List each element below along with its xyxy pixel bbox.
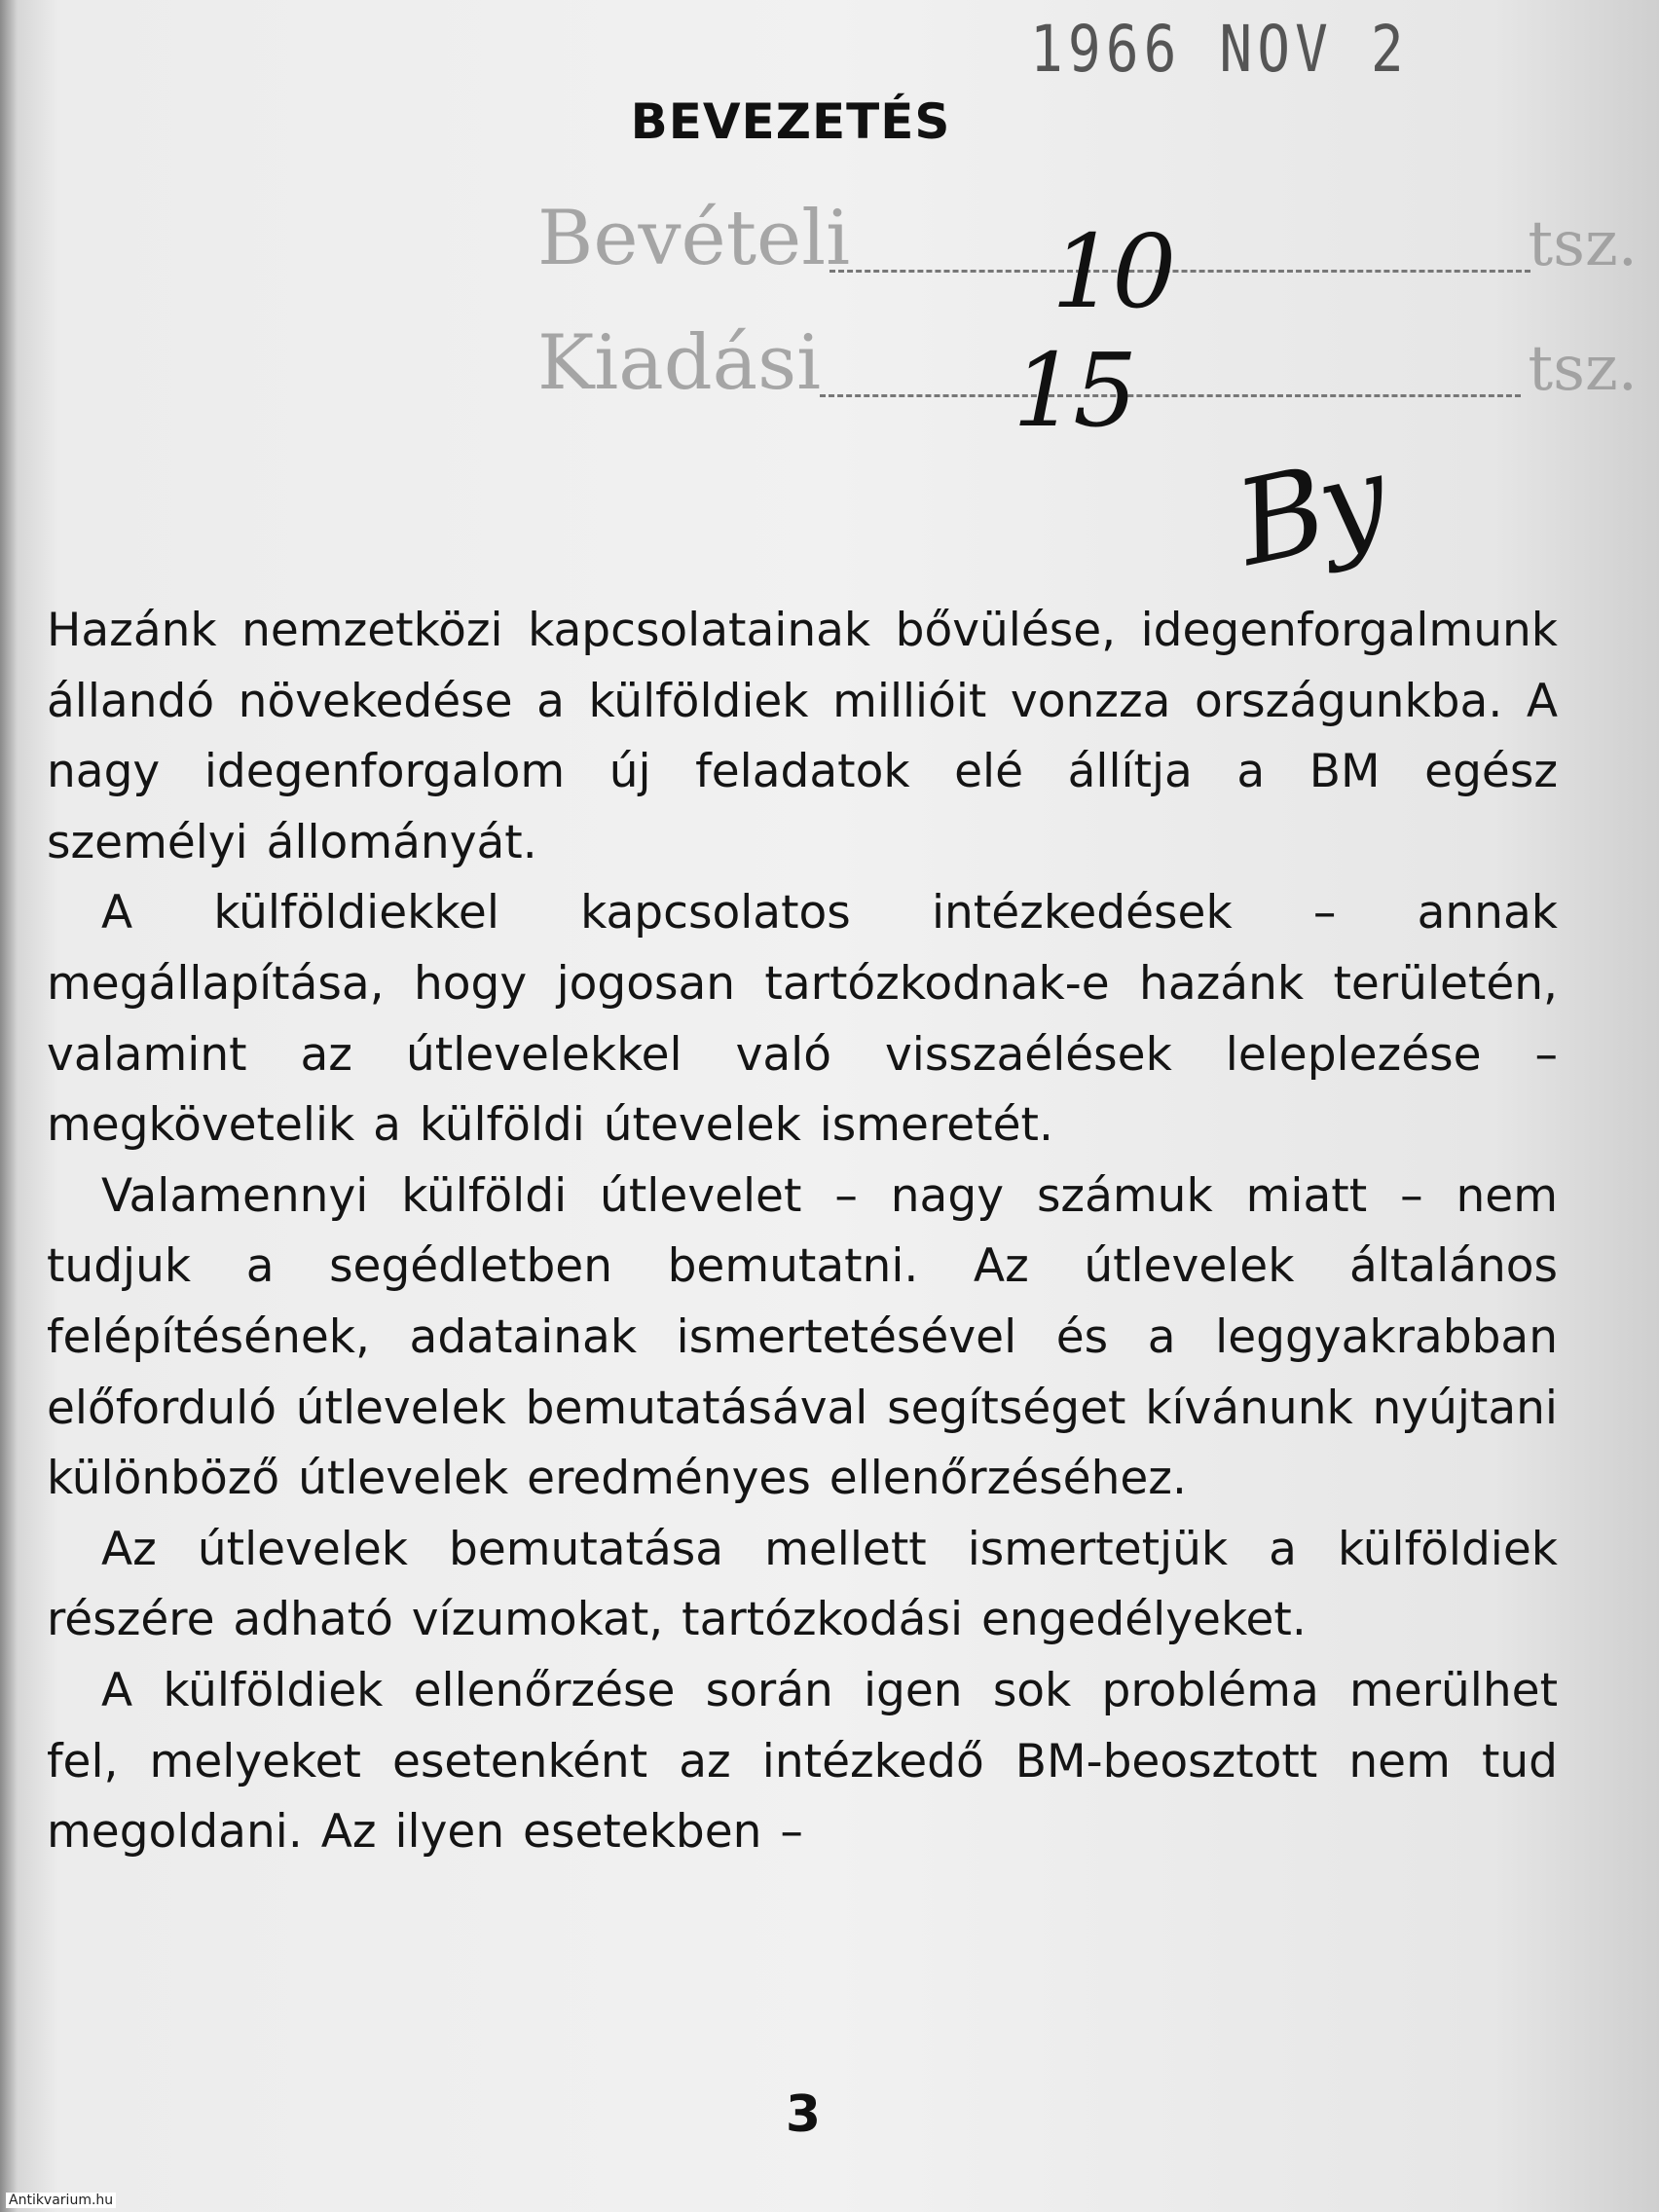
handwritten-number-incoming: 10	[1051, 212, 1173, 331]
watermark: Antikvarium.hu	[6, 2193, 116, 2208]
stamp-unit-outgoing: tsz.	[1528, 333, 1638, 405]
paragraph: Hazánk nemzetközi kapcsolatainak bővülése, idegenforgalmunk állandó növekedése a külföldiek millióit vonzza országunkba. A nagy idegenforgalom új feladatok elé állítja a BM egész személyi állományát.	[47, 604, 1558, 869]
stamp-label-incoming: Bevételi	[537, 195, 851, 282]
stamp-unit-incoming: tsz.	[1528, 208, 1638, 280]
body-text	[47, 596, 1558, 1868]
paragraph: A külföldiekkel kapcsolatos intézkedések – annak megállapítása, hogy jogosan tartózkodnak-e hazánk területén, valamint az útlevelekkel való visszaélések leleplezése – megkövetelik a külföldi útevelek ismeretét.	[47, 886, 1558, 1153]
stamp-line	[820, 394, 1521, 397]
paragraph: Az útlevelek bemutatása mellett ismertetjük a külföldiek részére adható vízumokat, tartózkodási engedélyeket.	[47, 1522, 1558, 1647]
stamp-line	[830, 270, 1530, 273]
paragraph: Valamennyi külföldi útlevelet – nagy számuk miatt – nem tudjuk a segédletben bemutatni. Az útlevelek általános felépítésének, adatainak ismertetésével és a leggyakrabban előforduló útlevelek bemutatásával segítséget kívánunk nyújtani különböző útlevelek eredményes ellenőrzéséhez.	[47, 1168, 1558, 1506]
handwritten-number-outgoing: 15	[1013, 331, 1134, 450]
stamp-label-outgoing: Kiadási	[537, 319, 822, 407]
date-stamp: 1966 NOV 2	[1030, 12, 1409, 87]
page-title: BEVEZETÉS	[630, 93, 951, 150]
paragraph: A külföldiek ellenőrzése során igen sok probléma merülhet fel, melyeket esetenként az intézkedő BM-beosztott nem tud megoldani. Az ilyen esetekben –	[47, 1663, 1558, 1860]
handwritten-initials: By	[1226, 430, 1395, 593]
page-number: 3	[785, 2085, 822, 2144]
